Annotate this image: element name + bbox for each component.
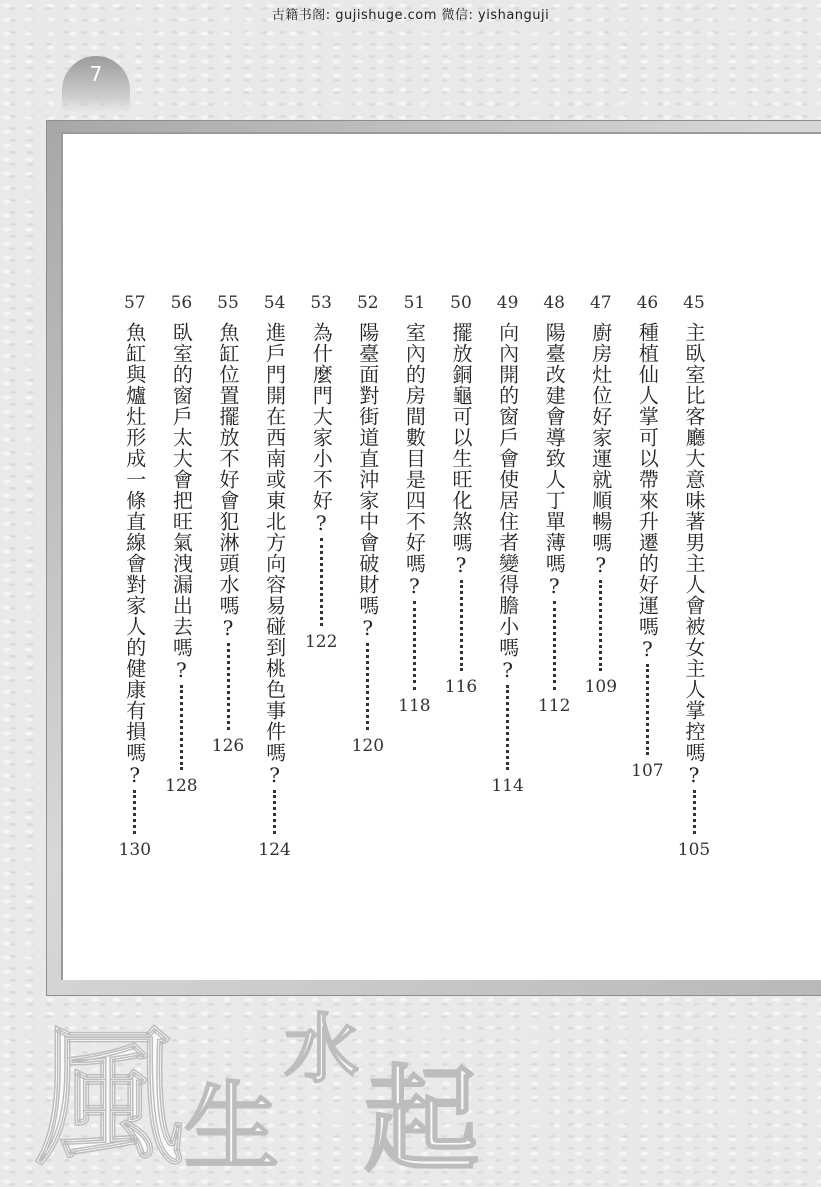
leader-dots: [320, 538, 323, 626]
toc-entry-title: 陽臺改建會導致人丁單薄嗎?: [542, 322, 567, 599]
toc-entry-page: 126: [211, 736, 245, 756]
toc-entry-number: 50: [450, 293, 472, 313]
toc-entry[interactable]: [537, 292, 571, 716]
toc-entry[interactable]: [677, 292, 711, 860]
leader-dots: [366, 643, 369, 730]
logo: [34, 1000, 494, 1175]
toc-entry-page: 116: [444, 676, 478, 697]
toc-entry[interactable]: [258, 292, 292, 860]
toc-entry-title: 魚缸與爐灶形成一條直線會對家人的健康有損嗎?: [122, 322, 147, 788]
toc-entry[interactable]: [351, 292, 385, 756]
toc-entry-title: 魚缸位置擺放不好會犯淋頭水嗎?: [216, 322, 240, 641]
toc-entry-page: 130: [118, 839, 152, 860]
toc-entry[interactable]: [584, 292, 618, 697]
toc-entry[interactable]: [630, 292, 664, 781]
toc-entry-number: 52: [356, 293, 379, 313]
logo-char-3: 水: [284, 1005, 360, 1093]
toc-entry-title: 進戶門開在西南或東北方向容易碰到桃色事件嗎?: [262, 322, 287, 788]
leader-dots: [180, 685, 183, 770]
toc-entry-number: 57: [123, 293, 146, 313]
leader-dots: [693, 790, 696, 834]
toc-entry-title: 廚房灶位好家運就順暢嗎?: [588, 322, 613, 578]
toc-entry-title: 主臥室比客廳大意味著男主人會被女主人掌控嗎?: [682, 322, 706, 788]
toc-entry-page: 105: [677, 839, 711, 860]
leader-dots: [460, 580, 463, 671]
toc-entry-number: 47: [589, 293, 612, 313]
toc-entry-page: 122: [304, 632, 338, 652]
toc-entry-title: 為什麼門大家小不好?: [309, 322, 334, 536]
toc-entry-page: 107: [631, 760, 664, 781]
toc-entry-title: 種植仙人掌可以帶來升遷的好運嗎?: [635, 322, 660, 662]
leader-dots: [227, 643, 230, 730]
watermark-text: 古籍书阁: gujishuge.com 微信: yishanguji: [271, 8, 550, 23]
leader-dots: [506, 685, 509, 770]
toc-entry-page: 109: [584, 676, 618, 697]
toc-entry-number: 54: [263, 293, 286, 313]
toc-entry-page: 120: [351, 736, 385, 756]
toc-entry-number: 53: [310, 293, 332, 313]
toc-entry-number: 46: [636, 293, 659, 313]
toc-entry[interactable]: [211, 292, 245, 756]
leader-dots: [273, 790, 276, 834]
toc-entry[interactable]: [491, 292, 525, 796]
leader-dots: [413, 601, 416, 690]
logo-char-4: 起: [364, 1053, 480, 1175]
toc-entry-title: 室內的房間數目是四不好嗎?: [402, 322, 427, 599]
page-number-tab: [62, 56, 130, 112]
toc-entry-number: 55: [217, 293, 239, 313]
toc-entry-title: 臥室的窗戶太大會把旺氣洩漏出去嗎?: [169, 322, 194, 683]
toc-entry-page: 124: [258, 839, 291, 860]
toc-entry[interactable]: [304, 292, 338, 652]
toc-entry-title: 陽臺面對街道直沖家中會破財嗎?: [355, 322, 380, 641]
toc-entry-number: 45: [683, 293, 705, 313]
toc-entry-page: 112: [537, 696, 571, 717]
toc-entry-page: 128: [165, 775, 198, 796]
page-number: 7: [89, 62, 103, 86]
toc-entry[interactable]: [118, 292, 152, 860]
toc-entry[interactable]: [397, 292, 431, 716]
logo-char-1: 風: [34, 1010, 185, 1175]
toc-entry-number: 48: [543, 293, 565, 313]
leader-dots: [553, 601, 556, 690]
leader-dots: [133, 790, 136, 834]
toc-entry-title: 向內開的窗戶會使居住者變得膽小嗎?: [495, 322, 520, 683]
logo-char-2: 生: [184, 1072, 280, 1175]
toc-entry[interactable]: [444, 292, 478, 697]
toc-entry-page: 114: [491, 775, 524, 796]
toc-entry-number: 56: [170, 293, 193, 313]
leader-dots: [599, 580, 602, 671]
leader-dots: [646, 664, 649, 755]
toc-entry[interactable]: [164, 292, 198, 796]
toc-entry-page: 118: [398, 696, 431, 717]
toc-entry-number: 51: [403, 293, 426, 313]
toc-entry-title: 擺放銅龜可以生旺化煞嗎?: [449, 322, 473, 578]
toc-entry-number: 49: [496, 293, 519, 313]
